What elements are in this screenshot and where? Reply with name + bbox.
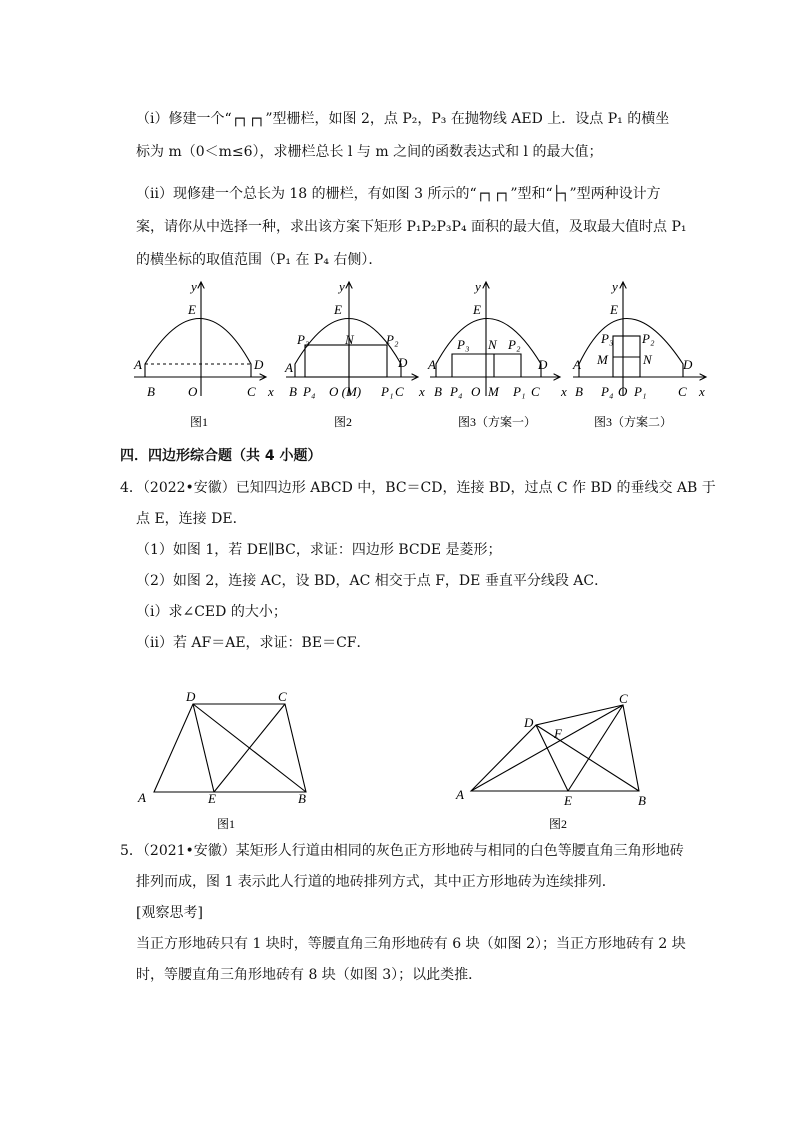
q4-sub2: （2）如图 2，连接 AC，设 BD，AC 相交于点 F，DE 垂直平分线段 AC． [136,573,609,589]
q4-figure-2 [471,705,639,791]
fig3a-label-P4: P₄ [450,384,463,399]
fig3b-label-C: C [678,384,687,399]
q4f1-label-A: A [138,790,146,805]
fig2-label-OM: O (M) [329,384,362,399]
fig3b-label-P4: P₄ [601,384,614,399]
fig2-label-P2: P₂ [386,332,399,347]
caption-fig1: 图1 [190,415,209,429]
fig3b-label-P3: P₃ [601,331,614,346]
fig2-label-y: y [339,279,345,294]
fig3b-label-P1: P₁ [634,384,647,399]
q4f2-label-B: B [638,793,646,808]
fig3b-label-E: E [610,302,618,317]
fig3b-label-N: N [643,352,652,367]
fig2-label-P3: P₃ [297,332,310,347]
fig3a-label-x: x [561,384,567,399]
fig1-label-B: B [147,384,155,399]
fig3a-label-B: B [434,384,442,399]
q4f2-label-D: D [524,715,534,730]
q3-part-i-line2: 标为 m（0＜m≤6），求栅栏总长 l 与 m 之间的函数表达式和 l 的最大值； [136,144,603,160]
fig2-label-A: A [285,360,293,375]
fig2-label-B: B [289,384,297,399]
fig1-label-x: x [268,384,274,399]
caption-fig2: 图2 [334,415,353,429]
fig3a-label-P3: P₃ [457,337,470,352]
fig3a-label-O: O [471,384,481,399]
q4-caption-fig2: 图2 [549,817,568,831]
q4-line2: 点 E，连接 DE． [136,511,247,527]
caption-fig3-scheme2: 图3（方案二） [594,415,673,429]
fig1-label-y: y [191,279,197,294]
q4f1-label-C: C [278,689,287,704]
fig1-label-A: A [134,357,142,372]
fig3a-label-E: E [473,302,481,317]
fig2-label-x: x [419,384,425,399]
fig1-label-D: D [254,357,264,372]
q4f2-label-A: A [456,787,464,802]
fig1-label-O: O [188,384,198,399]
fig3a-label-y: y [475,279,481,294]
fig3b-label-y: y [612,279,618,294]
fig3a-label-C: C [531,384,540,399]
q4f1-label-E: E [208,791,216,806]
fig3a-label-M: M [488,384,499,399]
q4-figure-1 [154,704,306,792]
quadrilateral-figures [120,685,680,835]
q3-part-ii-line2: 案，请你从中选择一种，求出该方案下矩形 P₁P₂P₃P₄ 面积的最大值，及取最大值时点 P₁ [136,219,687,235]
fig2-label-P1: P₁ [381,384,394,399]
q4f2-label-C: C [619,691,628,706]
fig3b-label-A: A [573,357,581,372]
q3-part-i-line1: （ⅰ）修建一个“┌┐┌┐”型栅栏，如图 2，点 P₂，P₃ 在抛物线 AED 上．设点 P₁ 的横坐 [136,111,670,127]
fig3a-label-D: D [538,357,548,372]
fig2-label-C: C [395,384,404,399]
fig3b-label-M: M [597,352,608,367]
fig3b-label-x: x [699,384,705,399]
fig3a-label-N: N [488,337,497,352]
q5-line4: 时，等腰直角三角形地砖有 8 块（如图 3）；以此类推． [136,967,483,983]
fig1-label-C: C [247,384,256,399]
fig3b-label-O: O [618,384,628,399]
fig1-label-E: E [188,302,196,317]
fig3a-label-P1: P₁ [513,384,526,399]
figure-1-parabola [134,282,266,396]
q4-sub1: （1）如图 1，若 DE∥BC，求证：四边形 BCDE 是菱形； [136,542,502,558]
fig3b-label-P2: P₂ [642,331,655,346]
q5-line2: 排列而成，图 1 表示此人行道的地砖排列方式，其中正方形地砖为连续排列． [136,874,616,890]
q4-sub2-ii: （ⅱ）若 AF＝AE，求证：BE＝CF． [136,635,371,651]
q4-caption-fig1: 图1 [217,817,236,831]
q5-observe-heading: [观察思考] [136,905,203,921]
fig2-label-P4: P₄ [303,384,316,399]
q4f2-label-E: E [564,793,572,808]
q5-line3: 当正方形地砖只有 1 块时，等腰直角三角形地砖有 6 块（如图 2）；当正方形地砖有 2 块 [136,936,686,952]
q4-line1: 4．（2022•安徽）已知四边形 ABCD 中，BC＝CD，连接 BD，过点 C 作 BD 的垂线交 AB 于 [120,480,716,496]
q3-part-ii-line1: （ⅱ）现修建一个总长为 18 的栅栏，有如图 3 所示的“┌┐┌┐”型和“├┐”型两种设计方 [136,186,661,202]
fig3a-label-P2: P₂ [508,337,521,352]
q4f2-label-F: F [554,726,562,741]
q5-line1: 5．（2021•安徽）某矩形人行道由相同的灰色正方形地砖与相同的白色等腰直角三角形地砖 [120,843,684,859]
q3-part-ii-line3: 的横坐标的取值范围（P₁ 在 P₄ 右侧）． [136,252,383,268]
q4f1-label-B: B [298,791,306,806]
parabola-figures [128,278,718,438]
figure-3-scheme-2-parabola [573,282,706,396]
q4f1-label-D: D [186,689,196,704]
fig2-label-E: E [334,302,342,317]
fig3a-label-A: A [428,357,436,372]
fig3b-label-B: B [575,384,583,399]
fig3b-label-D: D [683,357,693,372]
q4-sub2-i: （ⅰ）求∠CED 的大小； [136,604,287,620]
fig2-label-D: D [398,355,408,370]
caption-fig3-scheme1: 图3（方案一） [458,415,537,429]
fig2-label-N: N [345,332,354,347]
section-heading: 四．四边形综合题（共 4 小题） [120,448,322,464]
